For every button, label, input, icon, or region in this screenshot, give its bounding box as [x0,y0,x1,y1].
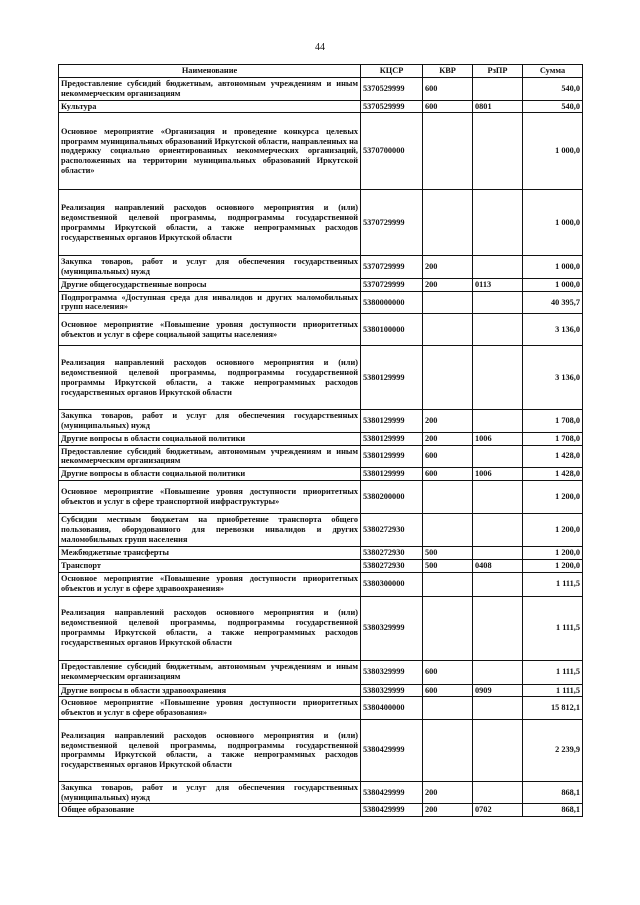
cell-kvr: 200 [423,256,473,279]
table-row [59,596,583,660]
table-row [59,100,583,113]
cell-name: Основное мероприятие «Организация и проведение конкурса целевых программ муниципальных образований Иркутской области, направленных на поддержку социально ориентированных некоммерческих организаций, расположенных на территории муниципальных образований Иркутской области» [59,113,361,190]
cell-code: 5380272930 [361,546,423,559]
cell-code: 5380300000 [361,572,423,596]
cell-rzpr: 1006 [473,432,523,445]
cell-sum: 1 111,5 [523,596,583,660]
budget-table [58,64,583,817]
cell-sum: 1 111,5 [523,660,583,684]
cell-rzpr [473,719,523,781]
table-row [59,78,583,101]
cell-rzpr [473,660,523,684]
cell-code: 5380000000 [361,291,423,314]
cell-kvr [423,513,473,546]
cell-rzpr [473,314,523,346]
cell-kvr [423,113,473,190]
cell-rzpr [473,546,523,559]
cell-code: 5380329999 [361,660,423,684]
cell-name: Подпрограмма «Доступная среда для инвалидов и других маломобильных групп населения» [59,291,361,314]
cell-name: Предоставление субсидий бюджетным, автономным учреждениям и иным некоммерческим организациям [59,660,361,684]
cell-name: Реализация направлений расходов основного мероприятия и (или) ведомственной целевой программы, подпрограммы государственной программы Иркутской области, а также непрограммных расходов государственных органов Иркутской области [59,190,361,256]
cell-sum: 1 000,0 [523,278,583,291]
table-row [59,278,583,291]
cell-sum: 1 428,0 [523,445,583,468]
cell-rzpr [473,781,523,804]
cell-sum: 1 000,0 [523,256,583,279]
cell-rzpr [473,697,523,720]
cell-sum: 15 812,1 [523,697,583,720]
cell-name: Межбюджетные трансферты [59,546,361,559]
cell-kvr [423,314,473,346]
cell-name: Культура [59,100,361,113]
table-row [59,660,583,684]
cell-kvr: 200 [423,804,473,817]
cell-rzpr: 0113 [473,278,523,291]
table-row [59,314,583,346]
table-row [59,410,583,433]
table-row [59,113,583,190]
cell-code: 5370700000 [361,113,423,190]
cell-rzpr [473,113,523,190]
cell-name: Основное мероприятие «Повышение уровня доступности приоритетных объектов и услуг в сфере здравоохранения» [59,572,361,596]
cell-sum: 1 111,5 [523,684,583,697]
cell-kvr [423,480,473,513]
cell-sum: 1 708,0 [523,410,583,433]
cell-name: Другие вопросы в области здравоохранения [59,684,361,697]
cell-kvr: 600 [423,78,473,101]
table-row [59,291,583,314]
cell-name: Основное мероприятие «Повышение уровня доступности приоритетных объектов и услуг в сфере транспортной инфраструктуры» [59,480,361,513]
cell-name: Основное мероприятие «Повышение уровня доступности приоритетных объектов и услуг в сфере образования» [59,697,361,720]
table-row [59,480,583,513]
cell-code: 5370729999 [361,190,423,256]
cell-sum: 1 000,0 [523,113,583,190]
cell-kvr [423,291,473,314]
table-row [59,346,583,410]
cell-sum: 1 200,0 [523,480,583,513]
cell-kvr: 500 [423,546,473,559]
cell-sum: 540,0 [523,78,583,101]
cell-rzpr [473,513,523,546]
cell-name: Реализация направлений расходов основного мероприятия и (или) ведомственной целевой программы, подпрограммы государственной программы Иркутской области, а также непрограммных расходов государственных органов Иркутской области [59,719,361,781]
cell-sum: 40 395,7 [523,291,583,314]
cell-code: 5380129999 [361,432,423,445]
table-row [59,468,583,481]
cell-kvr [423,596,473,660]
table-row [59,719,583,781]
table-row [59,513,583,546]
cell-kvr: 200 [423,432,473,445]
cell-kvr: 600 [423,684,473,697]
cell-rzpr: 0408 [473,559,523,572]
cell-code: 5380429999 [361,804,423,817]
cell-name: Реализация направлений расходов основного мероприятия и (или) ведомственной целевой программы, подпрограммы государственной программы Иркутской области, а также непрограммных расходов государственных органов Иркутской области [59,596,361,660]
cell-sum: 2 239,9 [523,719,583,781]
cell-sum: 1 200,0 [523,559,583,572]
cell-name: Другие вопросы в области социальной политики [59,468,361,481]
cell-rzpr: 0702 [473,804,523,817]
cell-code: 5380272930 [361,513,423,546]
cell-kvr [423,719,473,781]
cell-code: 5380272930 [361,559,423,572]
cell-rzpr [473,190,523,256]
table-row [59,190,583,256]
cell-rzpr [473,78,523,101]
cell-sum: 1 111,5 [523,572,583,596]
cell-name: Закупка товаров, работ и услуг для обеспечения государственных (муниципальных) нужд [59,781,361,804]
cell-code: 5370729999 [361,278,423,291]
cell-code: 5380200000 [361,480,423,513]
cell-sum: 3 136,0 [523,314,583,346]
cell-rzpr: 0801 [473,100,523,113]
table-row [59,697,583,720]
cell-kvr: 200 [423,781,473,804]
cell-name: Закупка товаров, работ и услуг для обеспечения государственных (муниципальных) нужд [59,410,361,433]
cell-sum: 540,0 [523,100,583,113]
table-row [59,559,583,572]
cell-name: Реализация направлений расходов основного мероприятия и (или) ведомственной целевой программы, подпрограммы государственной программы Иркутской области, а также непрограммных расходов государственных органов Иркутской области [59,346,361,410]
cell-code: 5370529999 [361,78,423,101]
cell-code: 5380129999 [361,445,423,468]
cell-kvr: 600 [423,445,473,468]
cell-name: Предоставление субсидий бюджетным, автономным учреждениям и иным некоммерческим организациям [59,445,361,468]
cell-code: 5380429999 [361,719,423,781]
cell-name: Закупка товаров, работ и услуг для обеспечения государственных (муниципальных) нужд [59,256,361,279]
cell-sum: 1 708,0 [523,432,583,445]
table-body [59,78,583,817]
cell-sum: 1 000,0 [523,190,583,256]
cell-name: Другие общегосударственные вопросы [59,278,361,291]
cell-kvr: 600 [423,660,473,684]
table-row [59,546,583,559]
header-name: Наименование [59,65,361,78]
table-row [59,256,583,279]
cell-rzpr [473,572,523,596]
page-number: 44 [315,42,325,53]
header-code: КЦСР [361,65,423,78]
cell-sum: 1 428,0 [523,468,583,481]
cell-rzpr: 1006 [473,468,523,481]
cell-rzpr [473,291,523,314]
table-row [59,804,583,817]
cell-kvr: 600 [423,468,473,481]
cell-rzpr [473,596,523,660]
cell-code: 5380329999 [361,684,423,697]
cell-kvr [423,572,473,596]
table-row [59,445,583,468]
cell-code: 5380400000 [361,697,423,720]
cell-code: 5380129999 [361,346,423,410]
table-header-row [59,65,583,78]
cell-rzpr [473,480,523,513]
cell-kvr: 200 [423,278,473,291]
cell-kvr: 500 [423,559,473,572]
cell-rzpr [473,256,523,279]
cell-kvr [423,190,473,256]
cell-name: Субсидии местным бюджетам на приобретение транспорта общего пользования, оборудованного для перевозки инвалидов и других маломобильных групп населения [59,513,361,546]
cell-kvr [423,697,473,720]
cell-code: 5380429999 [361,781,423,804]
table-row [59,781,583,804]
cell-name: Предоставление субсидий бюджетным, автономным учреждениям и иным некоммерческим организациям [59,78,361,101]
cell-kvr: 200 [423,410,473,433]
cell-rzpr [473,410,523,433]
cell-kvr: 600 [423,100,473,113]
cell-rzpr [473,445,523,468]
cell-name: Транспорт [59,559,361,572]
header-rzpr: РзПР [473,65,523,78]
cell-sum: 868,1 [523,781,583,804]
table-row [59,684,583,697]
cell-sum: 1 200,0 [523,546,583,559]
cell-kvr [423,346,473,410]
table-row [59,432,583,445]
cell-code: 5380329999 [361,596,423,660]
cell-code: 5370729999 [361,256,423,279]
cell-code: 5380129999 [361,468,423,481]
cell-rzpr: 0909 [473,684,523,697]
cell-code: 5380129999 [361,410,423,433]
cell-rzpr [473,346,523,410]
cell-name: Другие вопросы в области социальной политики [59,432,361,445]
cell-sum: 3 136,0 [523,346,583,410]
cell-name: Общее образование [59,804,361,817]
cell-code: 5380100000 [361,314,423,346]
table-row [59,572,583,596]
header-kvr: КВР [423,65,473,78]
cell-sum: 1 200,0 [523,513,583,546]
cell-name: Основное мероприятие «Повышение уровня доступности приоритетных объектов и услуг в сфере социальной защиты населения» [59,314,361,346]
cell-code: 5370529999 [361,100,423,113]
header-sum: Сумма [523,65,583,78]
cell-sum: 868,1 [523,804,583,817]
